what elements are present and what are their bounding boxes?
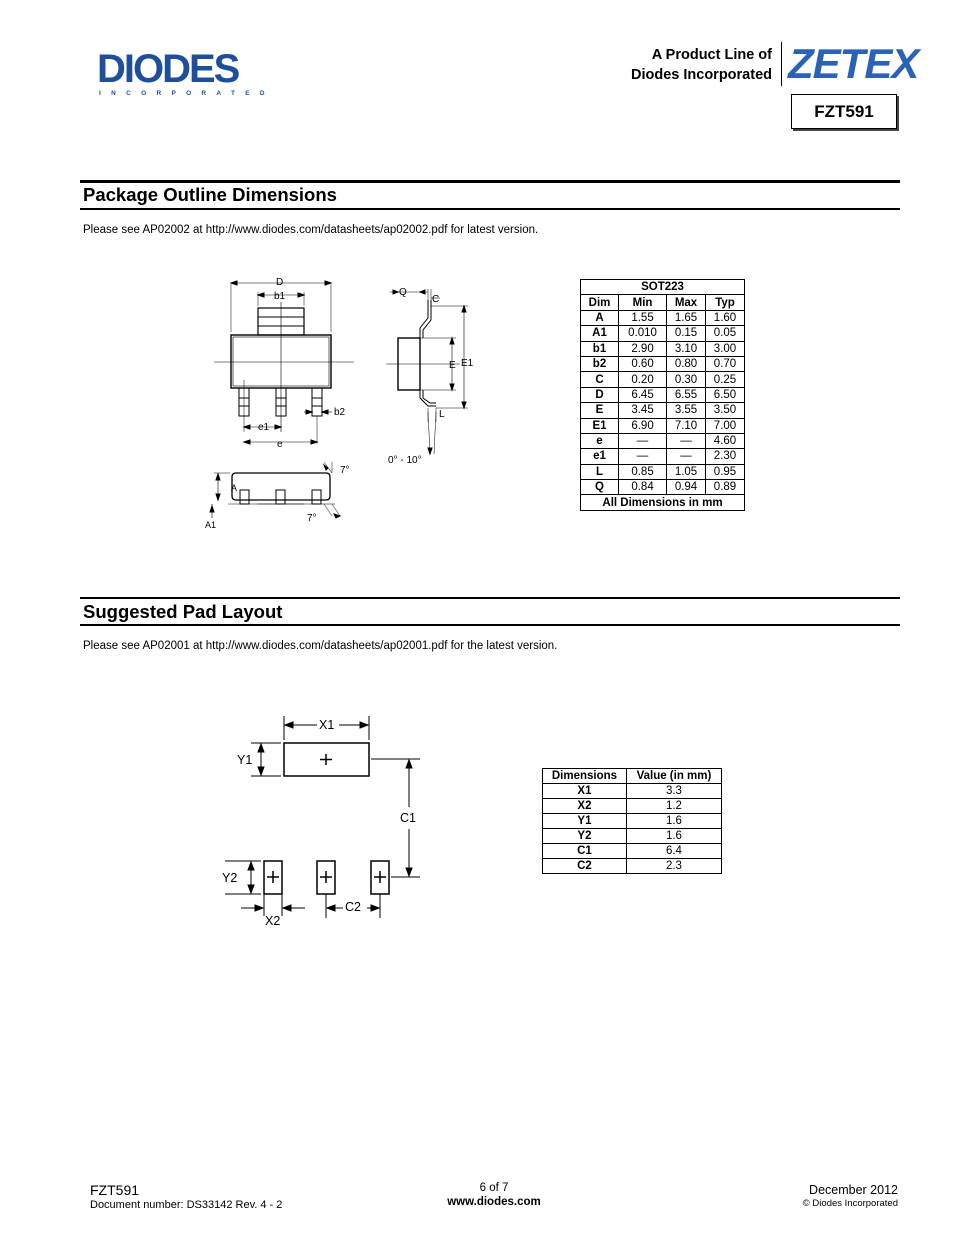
table-row [581,480,745,495]
label-C2: C2 [345,900,361,914]
dim-value-cell: 3.00 [705,341,744,356]
col-header-min: Min [619,295,667,310]
label-A1: A1 [205,520,217,530]
footer-date: December 2012 [809,1183,898,1197]
dim-value-cell: 3.10 [667,341,706,356]
dim-value-cell: 0.60 [619,356,667,371]
dim-value-cell: 0.89 [705,480,744,495]
sot223-table-footer: All Dimensions in mm [581,495,745,510]
dim-value-cell: 0.84 [619,480,667,495]
section-rule-top [80,180,900,183]
label-angle1: 7° [340,465,350,476]
dim-value-cell: 3.45 [619,403,667,418]
section-title-outline: Package Outline Dimensions [83,184,337,205]
dim-name-cell: A [581,310,619,325]
table-row [543,784,722,799]
dim-name-cell: b1 [581,341,619,356]
sot223-dimension-table [580,279,745,511]
dim-name-cell: A1 [581,326,619,341]
label-D: D [276,277,284,288]
dim-name-cell: Q [581,480,619,495]
dim-name-cell: D [581,387,619,402]
table-row [543,829,722,844]
col-header-value: Value (in mm) [626,769,721,784]
dim-value-cell: — [619,433,667,448]
sot223-table-title: SOT223 [581,280,745,295]
dim-name-cell: E [581,403,619,418]
package-outline-drawing [200,272,490,540]
col-header-dimensions: Dimensions [543,769,627,784]
label-b2: b2 [334,407,346,418]
dim-value-cell: 6.55 [667,387,706,402]
dim-value-cell: 0.05 [705,326,744,341]
dim-value-cell: 1.6 [626,829,721,844]
dim-value-cell: 7.10 [667,418,706,433]
dim-value-cell: 0.20 [619,372,667,387]
label-E1: E1 [461,358,474,369]
footer-copyright: © Diodes Incorporated [802,1198,898,1209]
table-row [581,449,745,464]
dim-name-cell: C [581,372,619,387]
dim-value-cell: 3.55 [667,403,706,418]
footer-website-link[interactable]: www.diodes.com [447,1196,541,1208]
table-row [581,403,745,418]
label-Q: Q [399,287,407,298]
dim-name-cell: X1 [543,784,627,799]
dim-value-cell: 0.15 [667,326,706,341]
label-Y2: Y2 [222,871,238,885]
dim-value-cell: 0.85 [619,464,667,479]
header-divider [781,42,782,86]
section-rule-top-pad [80,597,900,599]
label-C1: C1 [400,811,416,825]
dim-name-cell: C1 [543,844,627,859]
dim-value-cell: 0.80 [667,356,706,371]
label-X1: X1 [319,718,335,732]
section-rule-bottom-pad [80,624,900,626]
table-row [581,418,745,433]
dim-value-cell: 1.60 [705,310,744,325]
col-header-max: Max [667,295,706,310]
table-row [581,387,745,402]
table-row [581,356,745,371]
label-e1: e1 [258,422,270,433]
diodes-logo [97,47,275,98]
dim-value-cell: 0.25 [705,372,744,387]
dim-name-cell: L [581,464,619,479]
section-title-pad: Suggested Pad Layout [83,601,283,622]
logo-text: DIODES [97,47,239,91]
dim-value-cell: 6.50 [705,387,744,402]
table-row [581,433,745,448]
label-X2: X2 [265,914,281,928]
dim-name-cell: Y1 [543,814,627,829]
dim-value-cell: 0.010 [619,326,667,341]
product-line-2: Diodes Incorporated [631,67,772,83]
dim-name-cell: E1 [581,418,619,433]
dim-value-cell: 1.55 [619,310,667,325]
section-rule-bottom [80,208,900,210]
dim-name-cell: b2 [581,356,619,371]
product-line-1: A Product Line of [651,47,772,63]
label-A: A [231,483,238,493]
dim-value-cell: 0.30 [667,372,706,387]
table-row [543,799,722,814]
dim-value-cell: — [667,449,706,464]
dim-name-cell: C2 [543,859,627,874]
dim-value-cell: 6.45 [619,387,667,402]
table-row [581,372,745,387]
dim-name-cell: e1 [581,449,619,464]
dim-value-cell: 4.60 [705,433,744,448]
table-row [581,310,745,325]
dim-value-cell: 1.6 [626,814,721,829]
dim-value-cell: 0.95 [705,464,744,479]
col-header-typ: Typ [705,295,744,310]
dim-value-cell: 7.00 [705,418,744,433]
dim-name-cell: e [581,433,619,448]
zetex-logo [788,40,919,87]
dim-value-cell: 2.3 [626,859,721,874]
dim-value-cell: 3.50 [705,403,744,418]
label-angle2: 7° [307,513,317,524]
zetex-text: ZETEX [788,40,919,87]
col-header-dim: Dim [581,295,619,310]
dim-value-cell: 3.3 [626,784,721,799]
dim-value-cell: 0.70 [705,356,744,371]
footer-part-number: FZT591 [90,1182,140,1198]
logo-subtext: INCORPORATED [99,90,275,97]
table-row [543,859,722,874]
dim-value-cell: 1.05 [667,464,706,479]
outline-note: Please see AP02002 at http://www.diodes.com/datasheets/ap02002.pdf for latest version. [83,224,539,236]
label-L: L [439,409,445,420]
dim-value-cell: — [619,449,667,464]
dim-value-cell: 6.4 [626,844,721,859]
product-line-text [600,45,772,85]
part-number: FZT591 [814,101,874,121]
dim-value-cell: 6.90 [619,418,667,433]
label-Y1: Y1 [237,753,253,767]
pad-dimension-table [542,768,722,874]
dim-value-cell: 2.90 [619,341,667,356]
footer-page-number: 6 of 7 [479,1182,509,1194]
pad-note: Please see AP02001 at http://www.diodes.com/datasheets/ap02001.pdf for the latest version. [83,640,558,652]
dim-value-cell: 2.30 [705,449,744,464]
label-C: C [432,294,440,305]
dim-value-cell: 1.65 [667,310,706,325]
label-angle-range: 0° - 10° [388,455,422,466]
footer-document-number: Document number: DS33142 Rev. 4 - 2 [90,1199,283,1211]
table-row [543,814,722,829]
label-e: e [277,439,283,450]
table-row [543,844,722,859]
dim-name-cell: Y2 [543,829,627,844]
label-E: E [449,360,456,371]
table-row [581,341,745,356]
label-b1: b1 [274,291,286,302]
table-row [581,464,745,479]
dim-value-cell: 1.2 [626,799,721,814]
table-row [581,326,745,341]
dim-value-cell: 0.94 [667,480,706,495]
dim-name-cell: X2 [543,799,627,814]
dim-value-cell: — [667,433,706,448]
part-number-box [791,94,897,129]
pad-layout-drawing [215,712,430,932]
